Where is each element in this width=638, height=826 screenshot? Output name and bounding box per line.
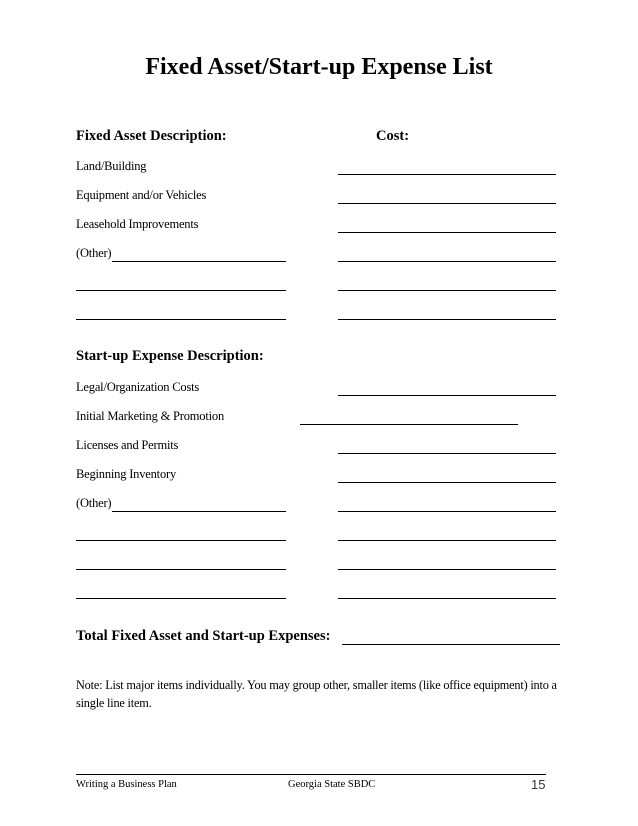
- cost-field[interactable]: [338, 511, 556, 512]
- cost-field[interactable]: [338, 203, 556, 204]
- startup-other-label: (Other): [76, 496, 112, 510]
- other-description-field[interactable]: [112, 511, 286, 512]
- fixed-other-label: (Other): [76, 246, 112, 260]
- startup-item-label: Beginning Inventory: [76, 467, 177, 481]
- total-cost-field[interactable]: [342, 644, 560, 645]
- description-field[interactable]: [76, 319, 286, 320]
- footer-left: Writing a Business Plan: [76, 779, 177, 790]
- note-text: Note: List major items individually. You may group other, smaller items (like office equipment) into a single line item.: [76, 678, 557, 710]
- fixed-item-label: Land/Building: [76, 159, 147, 173]
- footer-divider: [76, 774, 546, 775]
- cost-header: Cost:: [376, 128, 410, 144]
- cost-field[interactable]: [338, 290, 556, 291]
- fixed-item-label: Equipment and/or Vehicles: [76, 188, 207, 202]
- page-title: Fixed Asset/Start-up Expense List: [145, 54, 493, 80]
- cost-field[interactable]: [338, 569, 556, 570]
- cost-field[interactable]: [338, 598, 556, 599]
- cost-field[interactable]: [338, 482, 556, 483]
- cost-field[interactable]: [338, 540, 556, 541]
- cost-field[interactable]: [338, 395, 556, 396]
- startup-expense-description-header: Start-up Expense Description:: [76, 348, 264, 364]
- description-field[interactable]: [76, 540, 286, 541]
- startup-item-label: Initial Marketing & Promotion: [76, 409, 225, 423]
- cost-field[interactable]: [338, 453, 556, 454]
- cost-field[interactable]: [300, 424, 518, 425]
- total-label: Total Fixed Asset and Start-up Expenses:: [76, 628, 331, 644]
- cost-field[interactable]: [338, 261, 556, 262]
- cost-field[interactable]: [338, 319, 556, 320]
- description-field[interactable]: [76, 290, 286, 291]
- startup-item-label: Legal/Organization Costs: [76, 380, 200, 394]
- description-field[interactable]: [76, 569, 286, 570]
- page-number: 15: [531, 777, 546, 792]
- cost-field[interactable]: [338, 174, 556, 175]
- other-description-field[interactable]: [112, 261, 286, 262]
- fixed-item-label: Leasehold Improvements: [76, 217, 199, 231]
- startup-item-label: Licenses and Permits: [76, 438, 179, 452]
- footer-center: Georgia State SBDC: [288, 779, 376, 790]
- fixed-asset-description-header: Fixed Asset Description:: [76, 128, 227, 144]
- cost-field[interactable]: [338, 232, 556, 233]
- description-field[interactable]: [76, 598, 286, 599]
